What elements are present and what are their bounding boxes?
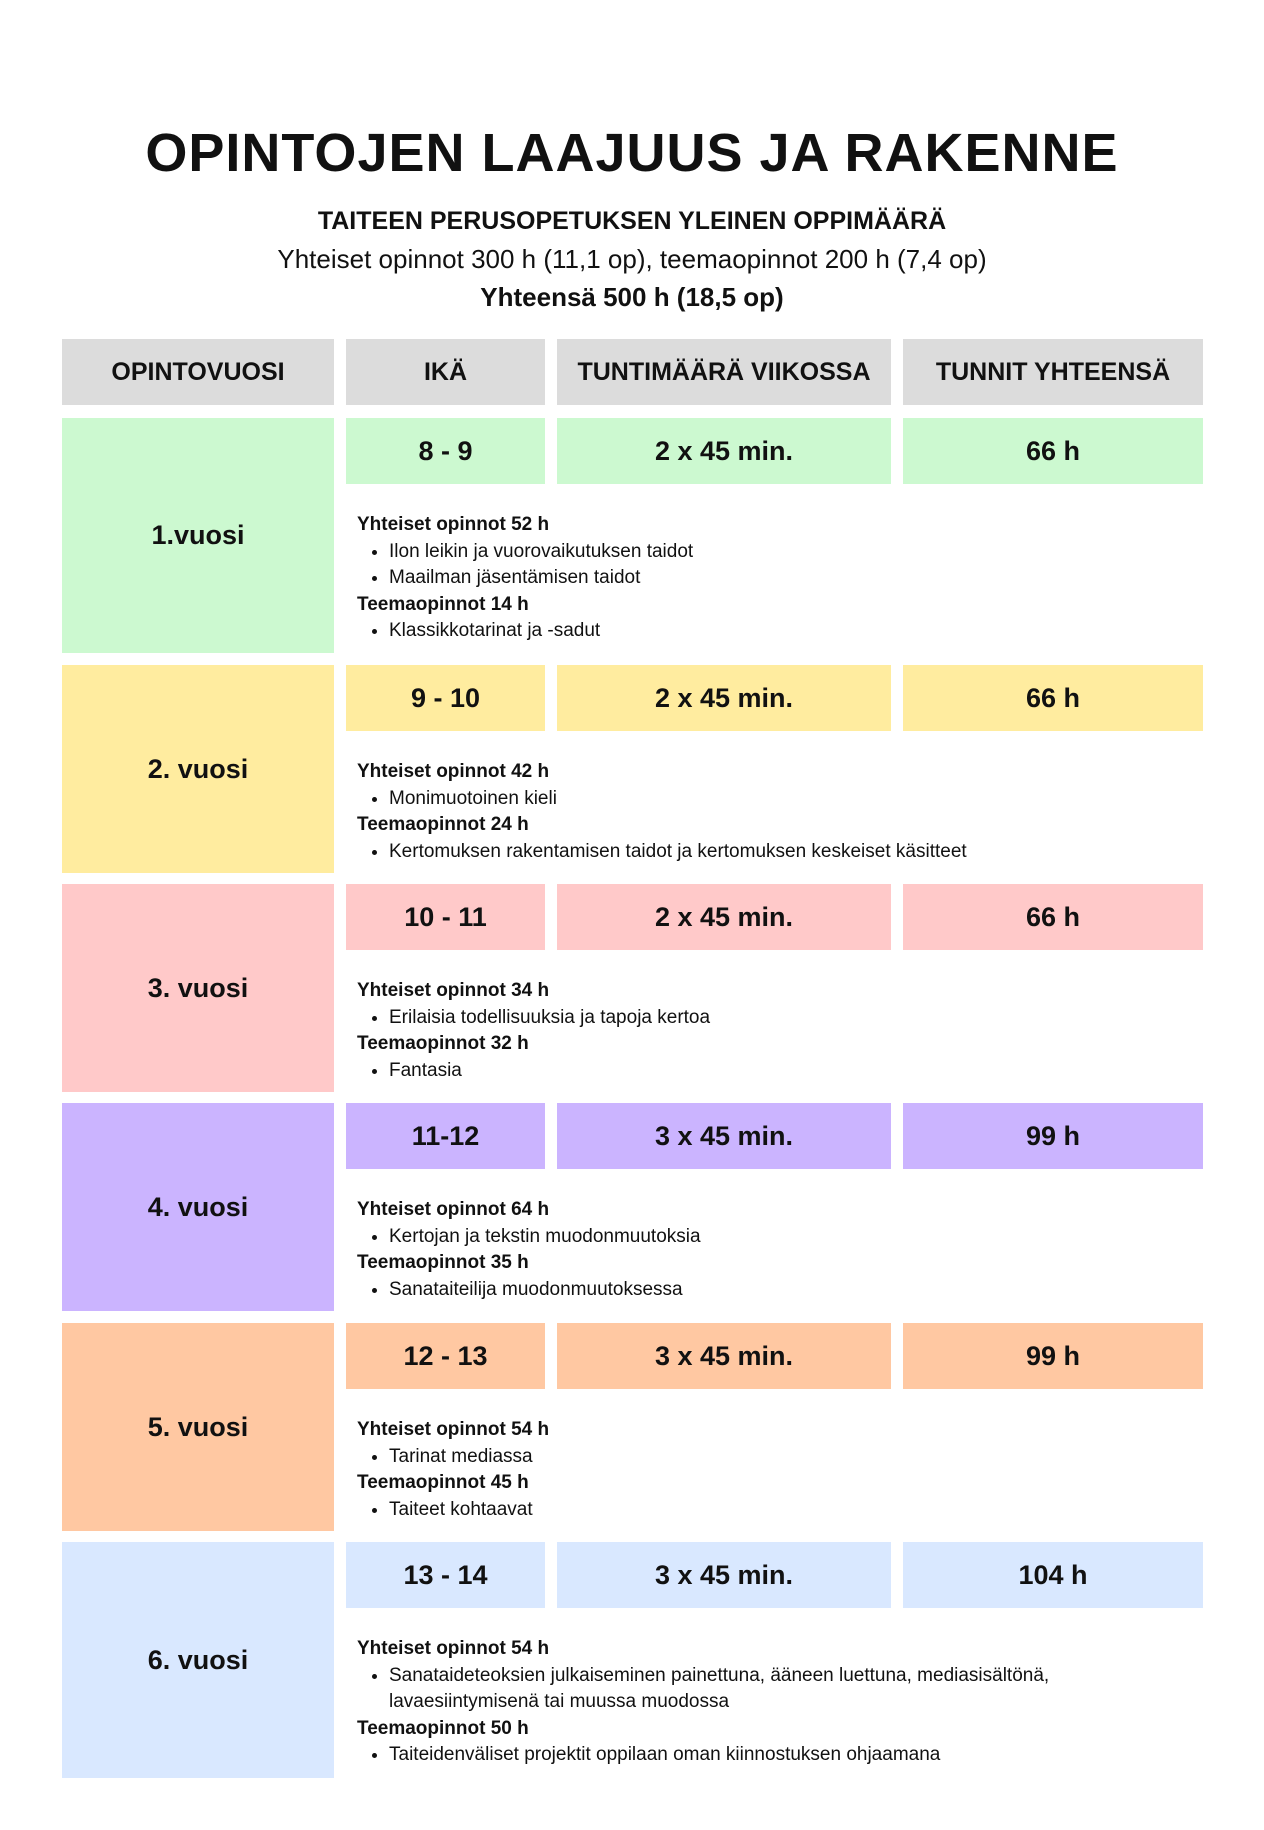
theme-studies-title: Teemaopinnot 50 h — [357, 1717, 529, 1739]
column-header-tunnit: TUNNIT YHTEENSÄ — [903, 339, 1203, 405]
total-hours-cell: 66 h — [903, 418, 1203, 484]
common-studies-list — [357, 786, 1203, 813]
theme-studies-list — [357, 1058, 1203, 1085]
list-item: • Erilaisia todellisuuksia ja tapoja kertoa — [389, 1005, 1203, 1032]
year-cell — [62, 665, 334, 873]
list-item: • Kertojan ja tekstin muodonmuutoksia — [389, 1224, 1203, 1251]
common-studies-list — [357, 1663, 1203, 1716]
list-item: • Sanataiteilija muodonmuutoksessa — [389, 1277, 1203, 1304]
column-header-opintovuosi: OPINTOVUOSI — [62, 339, 334, 405]
theme-studies-title: Teemaopinnot 24 h — [357, 814, 529, 835]
common-studies-title: Yhteiset opinnot 64 h — [357, 1199, 550, 1220]
common-studies-list — [357, 1444, 1203, 1471]
weekly-hours-cell: 2 x 45 min. — [557, 884, 891, 950]
study-contents — [357, 1417, 1203, 1523]
list-item: • Klassikkotarinat ja -sadut — [389, 618, 1203, 645]
page-title: OPINTOJEN LAAJUUS JA RAKENNE — [145, 123, 1119, 183]
age-cell: 13 - 14 — [346, 1542, 545, 1608]
common-studies-title: Yhteiset opinnot 42 h — [357, 761, 550, 782]
age-cell: 9 - 10 — [346, 665, 545, 731]
list-item: • Taiteet kohtaavat — [389, 1497, 1203, 1524]
weekly-hours-cell: 2 x 45 min. — [557, 418, 891, 484]
total-hours-cell: 66 h — [903, 884, 1203, 950]
hours-summary: Yhteiset opinnot 300 h (11,1 op), teemaopinnot 200 h (7,4 op) — [277, 244, 987, 274]
common-studies-title: Yhteiset opinnot 52 h — [357, 514, 550, 535]
age-cell: 11-12 — [346, 1103, 545, 1169]
year-cell — [62, 1542, 334, 1778]
total-hours-cell: 99 h — [903, 1323, 1203, 1389]
list-item: • Kertomuksen rakentamisen taidot ja kertomuksen keskeiset käsitteet — [389, 839, 1203, 866]
common-studies-list — [357, 539, 1203, 592]
weekly-hours-cell: 3 x 45 min. — [557, 1323, 891, 1389]
age-cell: 12 - 13 — [346, 1323, 545, 1389]
age-cell: 10 - 11 — [346, 884, 545, 950]
total-hours-cell: 104 h — [903, 1542, 1203, 1608]
list-item: • Monimuotoinen kieli — [389, 786, 1203, 813]
list-item: • Fantasia — [389, 1058, 1203, 1085]
theme-studies-list — [357, 1277, 1203, 1304]
year-cell — [62, 418, 334, 653]
column-header-tuntimaara: TUNTIMÄÄRÄ VIIKOSSA — [557, 339, 891, 405]
theme-studies-title: Teemaopinnot 35 h — [357, 1252, 529, 1273]
study-contents — [357, 978, 1203, 1084]
year-label: 3. vuosi — [147, 972, 249, 1003]
theme-studies-list — [357, 1742, 1203, 1769]
year-label: 6. vuosi — [147, 1644, 249, 1675]
year-label: 4. vuosi — [147, 1191, 249, 1222]
age-cell: 8 - 9 — [346, 418, 545, 484]
common-studies-title: Yhteiset opinnot 54 h — [357, 1419, 550, 1440]
study-contents — [357, 1197, 1203, 1303]
hours-total: Yhteensä 500 h (18,5 op) — [480, 282, 784, 312]
year-label: 2. vuosi — [147, 753, 249, 784]
list-item: • Maailman jäsentämisen taidot — [389, 565, 1203, 592]
theme-studies-title: Teemaopinnot 45 h — [357, 1472, 529, 1493]
column-header-ika: IKÄ — [346, 339, 545, 405]
theme-studies-list — [357, 618, 1203, 645]
common-studies-list — [357, 1005, 1203, 1032]
common-studies-title: Yhteiset opinnot 34 h — [357, 980, 550, 1001]
weekly-hours-cell: 2 x 45 min. — [557, 665, 891, 731]
document-header — [0, 118, 1264, 316]
weekly-hours-cell: 3 x 45 min. — [557, 1542, 891, 1608]
theme-studies-list — [357, 1497, 1203, 1524]
weekly-hours-cell: 3 x 45 min. — [557, 1103, 891, 1169]
list-item: • Sanataideteoksien julkaiseminen painettuna, ääneen luettuna, mediasisältönä, lavaesiintymisenä tai muussa muodossa — [389, 1663, 1203, 1716]
common-studies-list — [357, 1224, 1203, 1251]
list-item: • Taiteidenväliset projektit oppilaan oman kiinnostuksen ohjaamana — [389, 1742, 1203, 1769]
common-studies-title: Yhteiset opinnot 54 h — [357, 1638, 550, 1659]
year-cell — [62, 884, 334, 1092]
theme-studies-title: Teemaopinnot 32 h — [357, 1033, 529, 1054]
year-label: 5. vuosi — [147, 1411, 249, 1442]
year-label: 1.vuosi — [151, 520, 245, 550]
list-item: • Tarinat mediassa — [389, 1444, 1203, 1471]
year-cell — [62, 1103, 334, 1311]
study-contents — [357, 1636, 1203, 1769]
list-item: • Ilon leikin ja vuorovaikutuksen taidot — [389, 539, 1203, 566]
page-subtitle: TAITEEN PERUSOPETUKSEN YLEINEN OPPIMÄÄRÄ — [317, 207, 947, 235]
theme-studies-list — [357, 839, 1203, 866]
year-cell — [62, 1323, 334, 1531]
total-hours-cell: 66 h — [903, 665, 1203, 731]
study-contents — [357, 759, 1203, 865]
total-hours-cell: 99 h — [903, 1103, 1203, 1169]
study-contents — [357, 512, 1203, 645]
theme-studies-title: Teemaopinnot 14 h — [357, 593, 529, 615]
